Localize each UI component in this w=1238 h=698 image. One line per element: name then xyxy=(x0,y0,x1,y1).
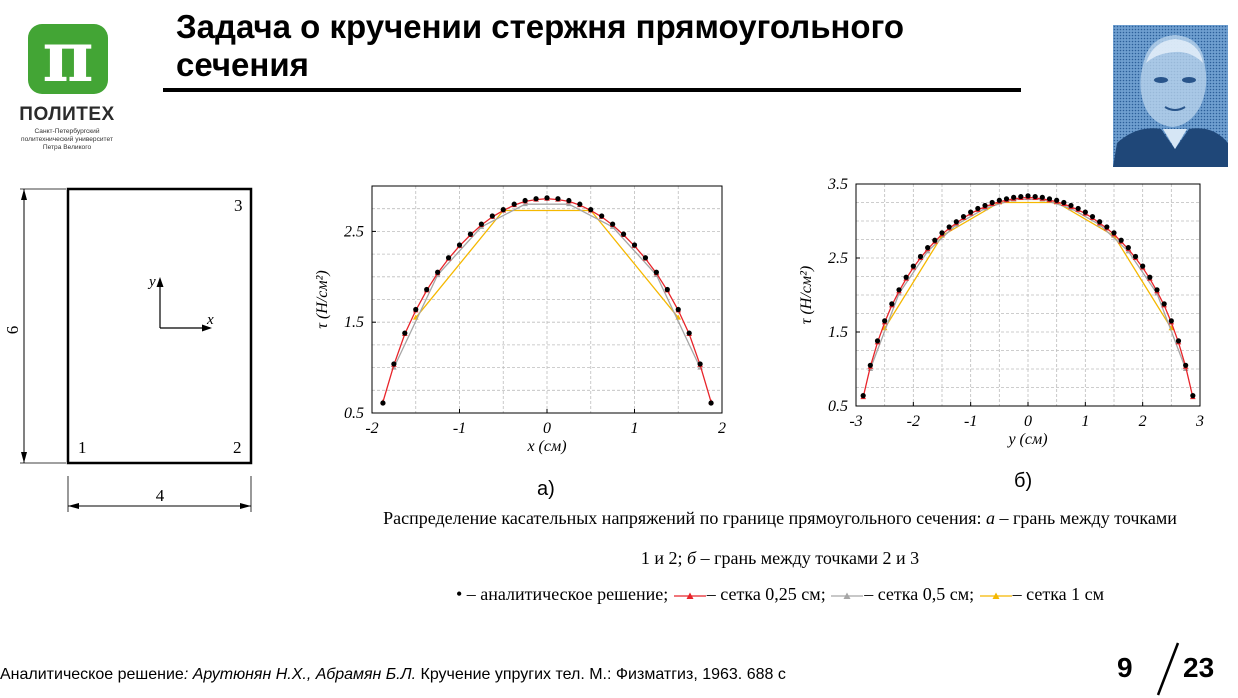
series-analytic-point xyxy=(621,232,626,237)
series-analytic-point xyxy=(424,287,429,292)
axis-y-label: y xyxy=(149,274,156,290)
series-analytic-point xyxy=(1097,219,1102,224)
x-axis-label: y (см) xyxy=(1008,431,1048,448)
chart-b-sublabel: б) xyxy=(1014,470,1033,492)
series-analytic-point xyxy=(975,206,980,211)
series-analytic-point xyxy=(1061,200,1066,205)
series-analytic-point xyxy=(918,254,923,259)
page-current: 9 xyxy=(1117,652,1133,683)
series-analytic-point xyxy=(588,207,593,212)
y-tick-label: 3.5 xyxy=(828,176,848,193)
footnote-rest: Кручение упругих тел. М.: Физматгиз, 1963. 688 с xyxy=(416,666,786,683)
series-g025-line xyxy=(863,197,1193,397)
slide-title: Задача о кручении стержня прямоугольного сечения xyxy=(176,8,905,83)
width-arrow-left xyxy=(68,503,79,509)
series-analytic-point xyxy=(875,338,880,343)
series-analytic-point xyxy=(1162,301,1167,306)
corner-3-label: 3 xyxy=(234,196,243,215)
series-analytic-point xyxy=(632,242,637,247)
series-analytic-point xyxy=(889,301,894,306)
series-analytic-point xyxy=(523,198,528,203)
series-analytic-point xyxy=(1068,203,1073,208)
legend-g05-label: – сетка 0,5 см; xyxy=(864,584,979,604)
series-analytic-point xyxy=(954,219,959,224)
figure-caption xyxy=(380,498,1180,578)
series-analytic-point xyxy=(1004,196,1009,201)
series-analytic-point xyxy=(1025,193,1030,198)
portrait-image xyxy=(1113,25,1228,167)
caption-part-1: Распределение касательных напряжений по границе прямоугольного сечения: xyxy=(383,508,986,528)
series-analytic-point xyxy=(882,318,887,323)
series-analytic-point xyxy=(555,196,560,201)
y-axis-arrowhead xyxy=(157,277,164,287)
logo-pi-glyph: π xyxy=(42,15,94,98)
x-tick-label: -1 xyxy=(964,413,978,430)
x-tick-label: 0 xyxy=(1024,413,1032,430)
y-tick-label: 1.5 xyxy=(828,324,848,341)
corner-2-label: 2 xyxy=(233,438,242,457)
series-analytic-point xyxy=(708,400,713,405)
legend-analytic-marker: • xyxy=(455,584,463,604)
x-tick-label: -2 xyxy=(365,420,379,437)
legend-g025-swatch xyxy=(673,591,707,601)
series-analytic-point xyxy=(413,307,418,312)
series-analytic-point xyxy=(577,202,582,207)
series-analytic-point xyxy=(1054,198,1059,203)
footnote-authors: : Арутюнян Н.Х., Абрамян Б.Л. xyxy=(183,666,417,683)
series-analytic-point xyxy=(968,210,973,215)
series-analytic-point xyxy=(1154,287,1159,292)
series-analytic-point xyxy=(501,207,506,212)
x-tick-label: 1 xyxy=(630,420,639,437)
series-analytic-point xyxy=(947,224,952,229)
legend-g025-label: – сетка 0,25 см; xyxy=(706,584,831,604)
series-analytic-point xyxy=(1133,254,1138,259)
series-analytic-point xyxy=(1018,194,1023,199)
series-analytic-point xyxy=(1033,194,1038,199)
height-label: 6 xyxy=(3,325,22,335)
page-total: 23 xyxy=(1183,652,1215,683)
legend-g1-swatch xyxy=(979,591,1013,601)
series-analytic-point xyxy=(479,222,484,227)
series-analytic-point xyxy=(932,238,937,243)
series-analytic-point xyxy=(961,214,966,219)
series-analytic-point xyxy=(435,270,440,275)
series-analytic-point xyxy=(687,330,692,335)
footnote-prefix: Аналитическое решение xyxy=(0,666,184,683)
series-analytic-point xyxy=(1169,318,1174,323)
series-analytic-point xyxy=(1147,275,1152,280)
series-analytic-point xyxy=(939,230,944,235)
caption-part-3: – грань между точками 2 и 3 xyxy=(696,548,920,568)
y-tick-label: 1.5 xyxy=(344,314,364,332)
logo-name: ПОЛИТЕХ xyxy=(19,104,115,125)
series-analytic-point xyxy=(997,198,1002,203)
series-analytic-point xyxy=(391,361,396,366)
y-tick-label: 2.5 xyxy=(344,223,364,241)
series-analytic-point xyxy=(1040,195,1045,200)
series-analytic-point xyxy=(643,255,648,260)
series-analytic-point xyxy=(925,245,930,250)
series-analytic-point xyxy=(1011,195,1016,200)
caption-a: а xyxy=(986,508,995,528)
footnote xyxy=(0,666,786,684)
page-separator xyxy=(1148,640,1188,698)
x-tick-label: 2 xyxy=(718,420,726,437)
series-analytic-point xyxy=(1190,393,1195,398)
series-analytic-point xyxy=(490,213,495,218)
series-analytic-point xyxy=(990,200,995,205)
series-analytic-point xyxy=(1126,245,1131,250)
y-tick-label: 2.5 xyxy=(828,250,848,267)
series-analytic-point xyxy=(457,242,462,247)
series-analytic-point xyxy=(402,330,407,335)
series-analytic-point xyxy=(861,393,866,398)
series-analytic-point xyxy=(512,202,517,207)
width-arrow-right xyxy=(240,503,251,509)
chart-a xyxy=(300,178,740,478)
height-arrow-bottom xyxy=(21,452,27,463)
series-analytic-point xyxy=(1176,338,1181,343)
height-arrow-top xyxy=(21,189,27,200)
legend-g05-swatch xyxy=(830,591,864,601)
x-tick-label: 0 xyxy=(543,420,551,437)
series-analytic-point xyxy=(868,363,873,368)
series-analytic-point xyxy=(911,264,916,269)
series-analytic-point xyxy=(380,400,385,405)
legend-analytic-label: – аналитическое решение; xyxy=(462,584,673,604)
series-analytic-point xyxy=(1140,264,1145,269)
polytech-logo xyxy=(6,15,146,168)
series-analytic-point xyxy=(896,287,901,292)
caption-b: б xyxy=(687,548,697,568)
x-tick-label: 2 xyxy=(1138,413,1147,430)
series-analytic-point xyxy=(533,196,538,201)
y-tick-label: 0.5 xyxy=(344,405,364,422)
axis-x-label: x xyxy=(207,312,214,328)
series-analytic-point xyxy=(1119,238,1124,243)
corner-1-label: 1 xyxy=(78,438,87,457)
x-axis-label: x (см) xyxy=(527,438,567,455)
series-analytic-point xyxy=(566,198,571,203)
logo-subtitle: Санкт-Петербургский политехнический университет Петра Великого xyxy=(21,128,113,151)
series-analytic-point xyxy=(599,213,604,218)
series-analytic-point xyxy=(982,203,987,208)
legend-g1-label: – сетка 1 см xyxy=(1012,584,1105,604)
series-analytic-point xyxy=(654,270,659,275)
caption-part-2: – грань между точками 1 и 2; xyxy=(640,508,1177,568)
x-tick-label: 1 xyxy=(1081,413,1090,430)
series-analytic-point xyxy=(665,287,670,292)
series-analytic-point xyxy=(1104,224,1109,229)
series-analytic-point xyxy=(544,195,549,200)
chart-a-sublabel: а) xyxy=(537,478,555,500)
chart-b xyxy=(790,172,1220,472)
figure-legend xyxy=(380,574,1180,614)
series-analytic-point xyxy=(1047,196,1052,201)
series-analytic-point xyxy=(676,307,681,312)
series-analytic-point xyxy=(1111,230,1116,235)
x-tick-label: 3 xyxy=(1196,413,1204,430)
series-analytic-point xyxy=(698,361,703,366)
title-underline xyxy=(163,88,1021,92)
x-tick-label: -1 xyxy=(452,420,467,437)
series-analytic-point xyxy=(610,222,615,227)
x-tick-label: -3 xyxy=(849,413,863,430)
width-label: 4 xyxy=(155,486,165,505)
series-analytic-point xyxy=(1183,363,1188,368)
series-analytic-point xyxy=(904,275,909,280)
y-tick-label: 0.5 xyxy=(828,398,848,415)
series-analytic-point xyxy=(1076,206,1081,211)
y-axis-label: τ (Н/см²) xyxy=(314,270,331,329)
section-diagram xyxy=(0,180,270,520)
y-axis-label: τ (Н/см²) xyxy=(798,265,815,325)
series-analytic-point xyxy=(1083,210,1088,215)
series-analytic-point xyxy=(1090,214,1095,219)
series-analytic-point xyxy=(446,255,451,260)
series-analytic-point xyxy=(468,232,473,237)
x-tick-label: -2 xyxy=(906,413,920,430)
